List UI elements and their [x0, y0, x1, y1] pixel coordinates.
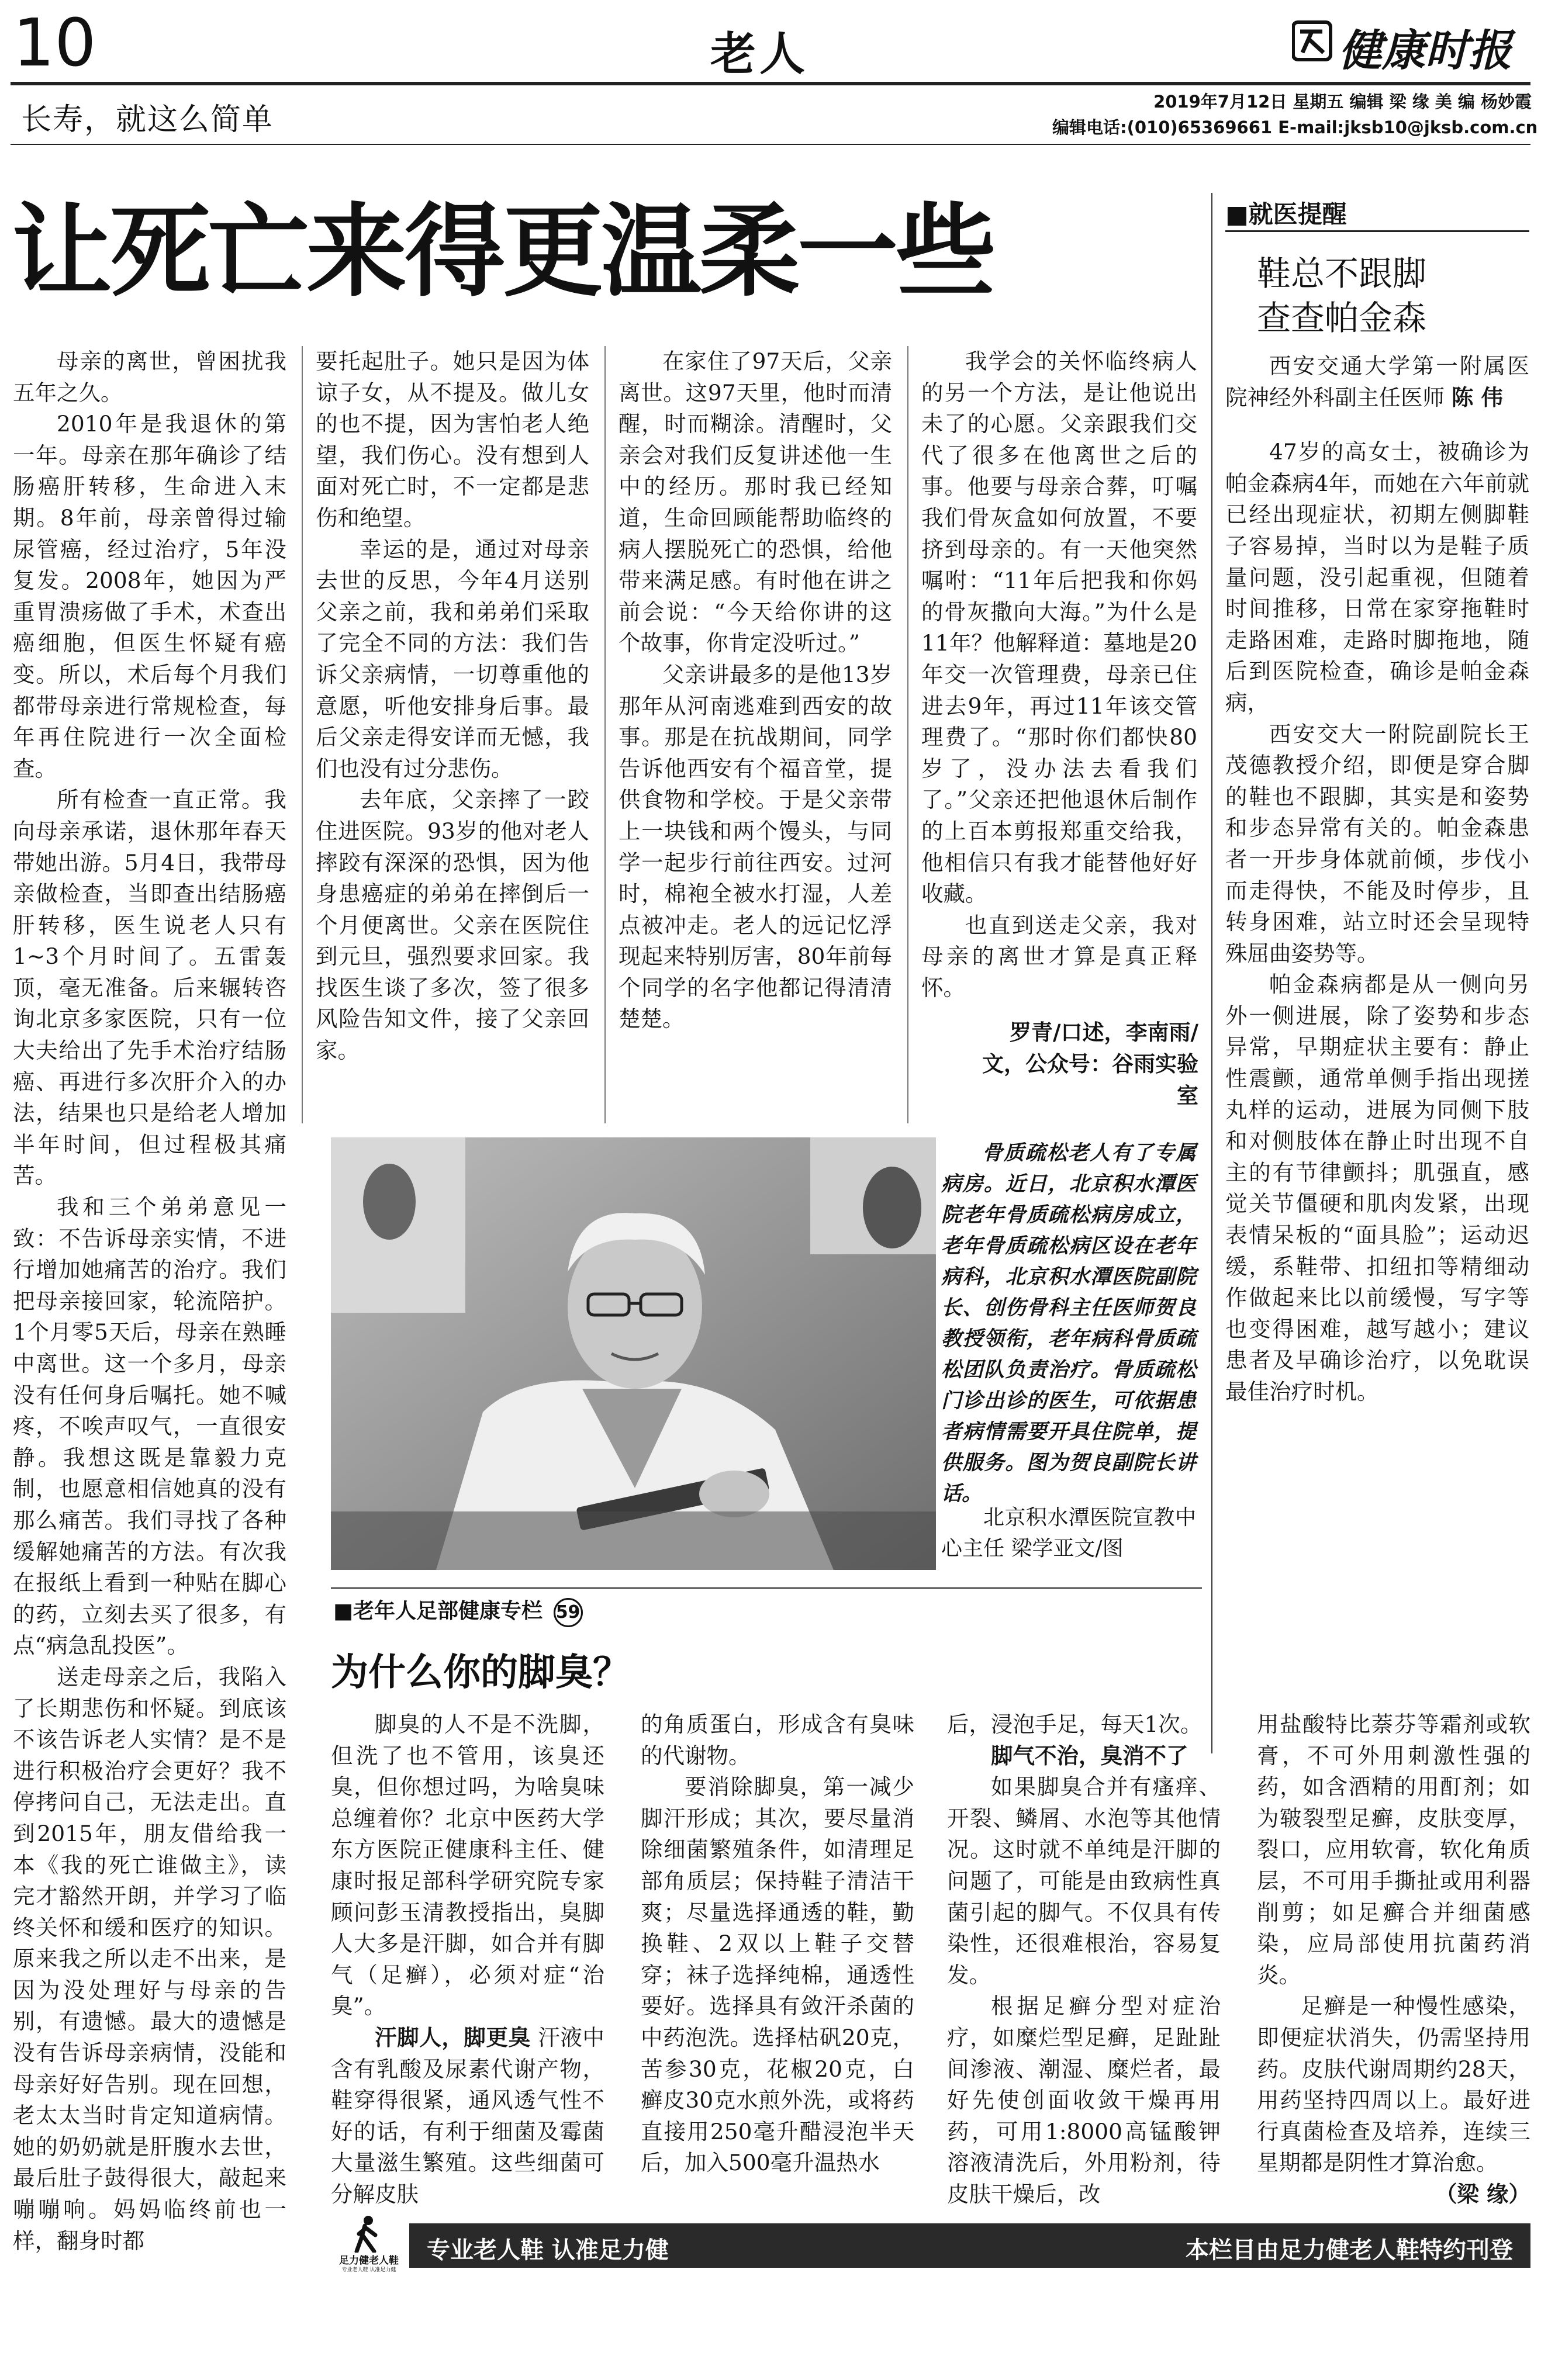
paragraph: 脚臭的人不是不洗脚，但洗了也不管用，该臭还臭，但你想过吗，为啥臭味总缠着你？北京中医药大学东方医院正健康科主任、健康时报足部科学研究院专家顾问彭玉清教授指出，臭脚人大多是汗脚，如合并有脚气（足癣），必须对症“治臭”。 [331, 1711, 604, 2019]
footer-ad-logo [331, 2215, 407, 2279]
main-article-byline: 罗青/口述，李南雨/文，公众号：谷雨实验室 [982, 1020, 1198, 1108]
foot-column-tag-text: ■老年人足部健康专栏 [333, 1599, 543, 1623]
paragraph [331, 2022, 604, 2211]
paragraph: 西安交大一附院副院长王茂德教授介绍，即便是穿合脚的鞋也不跟脚，其实是和姿势和步态异常有关的。帕金森患者一开步身体就前倾，步伐小而走得快，不能及时停步，且转身困难，站立时还会呈现特殊屈曲姿势等。 [1225, 721, 1529, 966]
paragraph: 2010年是我退休的第一年。母亲在那年确诊了结肠癌肝转移，生命进入末期。8年前，母亲曾得过输尿管癌，经过治疗，5年没复发。2008年，她因为严重胃溃疡做了手术，术查出癌细胞，但医生怀疑有癌变。所以，术后每个月我们都带母亲进行常规检查，每年再住院进行一次全面检查。 [13, 411, 286, 781]
paragraph: 送走母亲之后，我陷入了长期悲伤和怀疑。到底该不该告诉老人实情？是不是进行积极治疗会更好？我不停拷问自己，无法走出。直到2015年，朋友借给我一本《我的死亡谁做主》，读完才豁然开朗，并学习了临终关怀和缓和医疗的知识。原来我之所以走不出来，是因为没处理好与母亲的告别，有遗憾。最大的遗憾是没有告诉母亲病情，没能和母亲好好告别。现在回想，老太太当时肯定知道病情。她的奶奶就是肝腹水去世，最后肚子鼓得很大，敲起来嘣嘣响。妈妈临终前也一样，翻身时都 [13, 1663, 286, 2254]
footer-ad-slogan: 专业老人鞋 认准足力健 [427, 2237, 669, 2264]
paragraph: 后，浸泡手足，每天1次。 [947, 1711, 1203, 1737]
photo-credit: 北京积水潭医院宣教中心主任 梁学亚文/图 [941, 1506, 1196, 1561]
subheading: 汗脚人，脚更臭 [375, 2024, 531, 2050]
dateline: 2019年7月12日 星期五 编辑 梁 缘 美 编 杨妙霞 [1153, 92, 1532, 112]
paragraph: 母亲的离世，曾困扰我五年之久。 [13, 348, 286, 406]
paragraph: 足癣是一种慢性感染，即便症状消失，仍需坚持用药。皮肤代谢周期约28天，用药坚持四周以上。最好进行真菌检查及培养，连续三星期都是阴性才算治愈。 [1257, 1993, 1530, 2176]
paragraph-text: 汗液中含有乳酸及尿素代谢产物，鞋穿得很紧，通风透气性不好的话，有利于细菌及霉菌大量滋生繁殖。这些细菌可分解皮肤 [331, 2024, 604, 2207]
column-divider [302, 346, 303, 1123]
paragraph: 要托起肚子。她只是因为体谅子女，从不提及。做儿女的也不提，因为害怕老人绝望，我们伤心。没有想到人面对死亡时，不一定都是悲伤和绝望。 [316, 348, 589, 531]
sidebar-tag-rule [1225, 230, 1529, 232]
paragraph: 根据足癣分型对症治疗，如糜烂型足癣，足趾趾间渗液、潮湿、糜烂者，最好先使创面收敛干燥再用药，可用1:8000高锰酸钾溶液清洗后，外用粉剂，待皮肤干燥后，改 [947, 1993, 1221, 2207]
masthead-logo-text: 健康时报 [1339, 26, 1512, 76]
header-rule-bottom [11, 144, 1530, 145]
foot-article-top-rule [331, 1587, 1202, 1589]
footer-ad-brand-sub: 专业老人鞋 认准足力健 [341, 2267, 396, 2273]
header-rule [11, 82, 1530, 85]
main-article-title: 让死亡来得更温柔一些 [12, 192, 994, 310]
paragraph: 的角质蛋白，形成含有臭味的代谢物。 [641, 1711, 914, 1769]
paragraph: 帕金森病都是从一侧向另外一侧进展，除了姿势和步态异常，早期症状主要有：静止性震颤，通常单侧手指出现搓丸样的运动，进展为同侧下肢和对侧肢体在静止时出现不自主的有节律颤抖；肌强直，感觉关节僵硬和肌肉发紧，出现表情呆板的“面具脸”；运动迟缓，系鞋带、扣纽扣等精细动作做起来比以前缓慢，写字等也变得困难，越写越小；建议患者及早确诊治疗，以免耽误最佳治疗时机。 [1225, 971, 1529, 1405]
sidebar-body [1225, 351, 1529, 1578]
editor-contact: 编辑电话:(010)65369661 E-mail:jksb10@jksb.com.cn [1052, 117, 1538, 137]
footer-ad-brand: 足力健老人鞋 [339, 2255, 399, 2267]
column-divider [907, 346, 908, 1123]
page-number: 10 [13, 5, 96, 81]
sidebar-title-line-1: 鞋总不跟脚 [1257, 254, 1427, 293]
sidebar-author [1225, 351, 1529, 413]
sidebar-tag: ■就医提醒 [1225, 200, 1347, 229]
paragraph: 父亲讲最多的是他13岁那年从河南逃难到西安的故事。那是在抗战期间，同学告诉他西安有个福音堂，提供食物和学校。于是父亲带上一块钱和两个馒头，与同学一起步行前往西安。过河时，棉袍全被水打湿，人差点被冲走。老人的远记忆浮现起来特别厉害，80年前每个同学的名字他都记得清清楚楚。 [619, 661, 892, 1032]
main-article-col-2 [316, 346, 589, 1112]
paragraph: 我和三个弟弟意见一致：不告诉母亲实情，不进行增加她痛苦的治疗。我们把母亲接回家，轮流陪护。1个月零5天后，母亲在熟睡中离世。这一个多月，母亲没有任何身后嘱托。她不喊疼，不唉声叹气，一直很安静。我想这既是靠毅力克制，也愿意相信她真的没有那么痛苦。我们寻找了各种缓解她痛苦的方法。有次我在报纸上看到一种贴在脚心的药，立刻去买了很多，有点“病急乱投医”。 [13, 1194, 286, 1659]
news-photo [331, 1137, 936, 1570]
slogan: 长寿，就这么简单 [21, 102, 274, 137]
paragraph: 所有检查一直正常。我向母亲承诺，退休那年春天带她出游。5月4日，我带母亲做检查，当即查出结肠癌肝转移，医生说老人只有1~3个月时间了。五雷轰顶，毫无准备。后来辗转咨询北京多家医院，只有一位大夫给出了先手术治疗结肠癌、再进行多次肝介入的办法，结果也只是给老人增加半年时间，但过程极其痛苦。 [13, 787, 286, 1189]
masthead-logo [1292, 16, 1532, 76]
main-article-col-4 [921, 346, 1197, 1047]
paragraph: 47岁的高女士，被确诊为帕金森病4年，而她在六年前就已经出现症状，初期左侧脚鞋子容易掉，当时以为是鞋子质量问题，没引起重视，但随着时间推移，日常在家穿拖鞋时走路困难，走路时脚拖地，随后到医院检查，确诊是帕金森病， [1225, 439, 1529, 715]
foot-column-number: 59 [554, 1598, 583, 1627]
main-article-col-1 [13, 346, 286, 2380]
sidebar-title-line-2: 查查帕金森 [1257, 298, 1427, 338]
section-title: 老人 [710, 28, 809, 81]
sidebar-author-intro: 西安交通大学第一附属医院神经外科副主任医师 [1225, 353, 1529, 410]
paragraph: 去年底，父亲摔了一跤住进医院。93岁的他对老人摔跤有深深的恐惧，因为他身患癌症的弟弟在摔倒后一个月便离世。父亲在医院住到元旦，强烈要求回家。我找医生谈了多次，签了很多风险告知文件，接了父亲回家。 [316, 787, 589, 1064]
footer-ad-bar [409, 2223, 1530, 2268]
foot-column-tag [333, 1594, 583, 1627]
main-article-col-3 [619, 346, 892, 1112]
newspaper-emblem-icon [1292, 19, 1333, 65]
paragraph: 我学会的关怀临终病人的另一个方法，是让他说出未了的心愿。父亲跟我们交代了很多在他离世之后的事。他要与母亲合葬，叮嘱我们骨灰盒如何放置，不要挤到母亲的。有一天他突然嘱咐：“11年后把我和你妈的骨灰撒向大海。”为什么是11年？他解释道：墓地是20年交一次管理费，母亲已住进去9年，再过11年该交管理费了。“那时你们都快80岁了，没办法去看我们了。”父亲还把他退休后制作的上百本剪报郑重交给我，他相信只有我才能替他好好收藏。 [921, 348, 1197, 907]
foot-article-title: 为什么你的脚臭？ [331, 1651, 630, 1694]
photo-caption [941, 1137, 1196, 1509]
column-divider [604, 346, 606, 1123]
subheading [947, 1741, 1221, 1772]
paragraph: 如果脚臭合并有瘙痒、开裂、鳞屑、水泡等其他情况。这时就不单纯是汗脚的问题了，可能是由致病性真菌引起的脚气。不仅具有传染性，还很难根治，容易复发。 [947, 1774, 1221, 1988]
doctor-speaking-photo [331, 1137, 936, 1570]
paragraph: 在家住了97天后，父亲离世。这97天里，他时而清醒，时而糊涂。清醒时，父亲会对我们反复讲述他一生中的经历。那时我已经知道，生命回顾能帮助临终的病人摆脱死亡的恐惧，给他带来满足感。有时他在讲之前会说：“今天给你讲的这个故事，你肯定没听过。” [619, 348, 892, 656]
paragraph: 用盐酸特比萘芬等霜剂或软膏，不可外用刺激性强的药，如含酒精的用酊剂；如为皲裂型足癣，皮肤变厚，裂口，应用软膏，软化角质层，不可用手撕扯或用利器削剪；如足癣合并细菌感染，应局部使用抗菌药消炎。 [1257, 1711, 1530, 1988]
signature [1257, 2179, 1530, 2211]
footer-ad-note: 本栏目由足力健老人鞋特约刊登 [1186, 2237, 1513, 2264]
sidebar-author-name: 陈 伟 [1451, 384, 1503, 410]
signature-text: （梁 缘） [1435, 2181, 1530, 2207]
sidebar-divider [1211, 193, 1212, 1753]
paragraph: 幸运的是，通过对母亲去世的反思，今年4月送别父亲之前，我和弟弟们采取了完全不同的方法：我们告诉父亲病情，一切尊重他的意愿，听他安排身后事。最后父亲走得安详而无憾，我们也没有过分悲伤。 [316, 536, 589, 781]
subheading-text: 脚气不治，臭消不了 [991, 1742, 1188, 1769]
sidebar-title [1257, 251, 1426, 340]
paragraph: 要消除脚臭，第一减少脚汗形成；其次，要尽量消除细菌繁殖条件，如清理足部角质层；保持鞋子清洁干爽；尽量选择通透的鞋，勤换鞋、2双以上鞋子交替穿；袜子选择纯棉，通透性要好。选择具有敛汗杀菌的中药泡洗。选择枯矾20克，苦参30克，花椒20克，白癣皮30克水煎外洗，或将药直接用250毫升醋浸泡半天后，加入500毫升温热水 [641, 1774, 914, 2176]
photo-caption-text: 骨质疏松老人有了专属病房。近日，北京积水潭医院老年骨质疏松病房成立，老年骨质疏松病区设在老年病科，北京积水潭医院副院长、创伤骨科主任医师贺良教授领衔，老年病科骨质疏松团队负责治疗。骨质疏松门诊出诊的医生，可依据患者病情需要开具住院单，提供服务。图为贺良副院长讲话。 [941, 1141, 1196, 1506]
paragraph: 也直到送走父亲，我对母亲的离世才算是真正释怀。 [921, 912, 1197, 1001]
walking-elder-icon [348, 2215, 389, 2253]
